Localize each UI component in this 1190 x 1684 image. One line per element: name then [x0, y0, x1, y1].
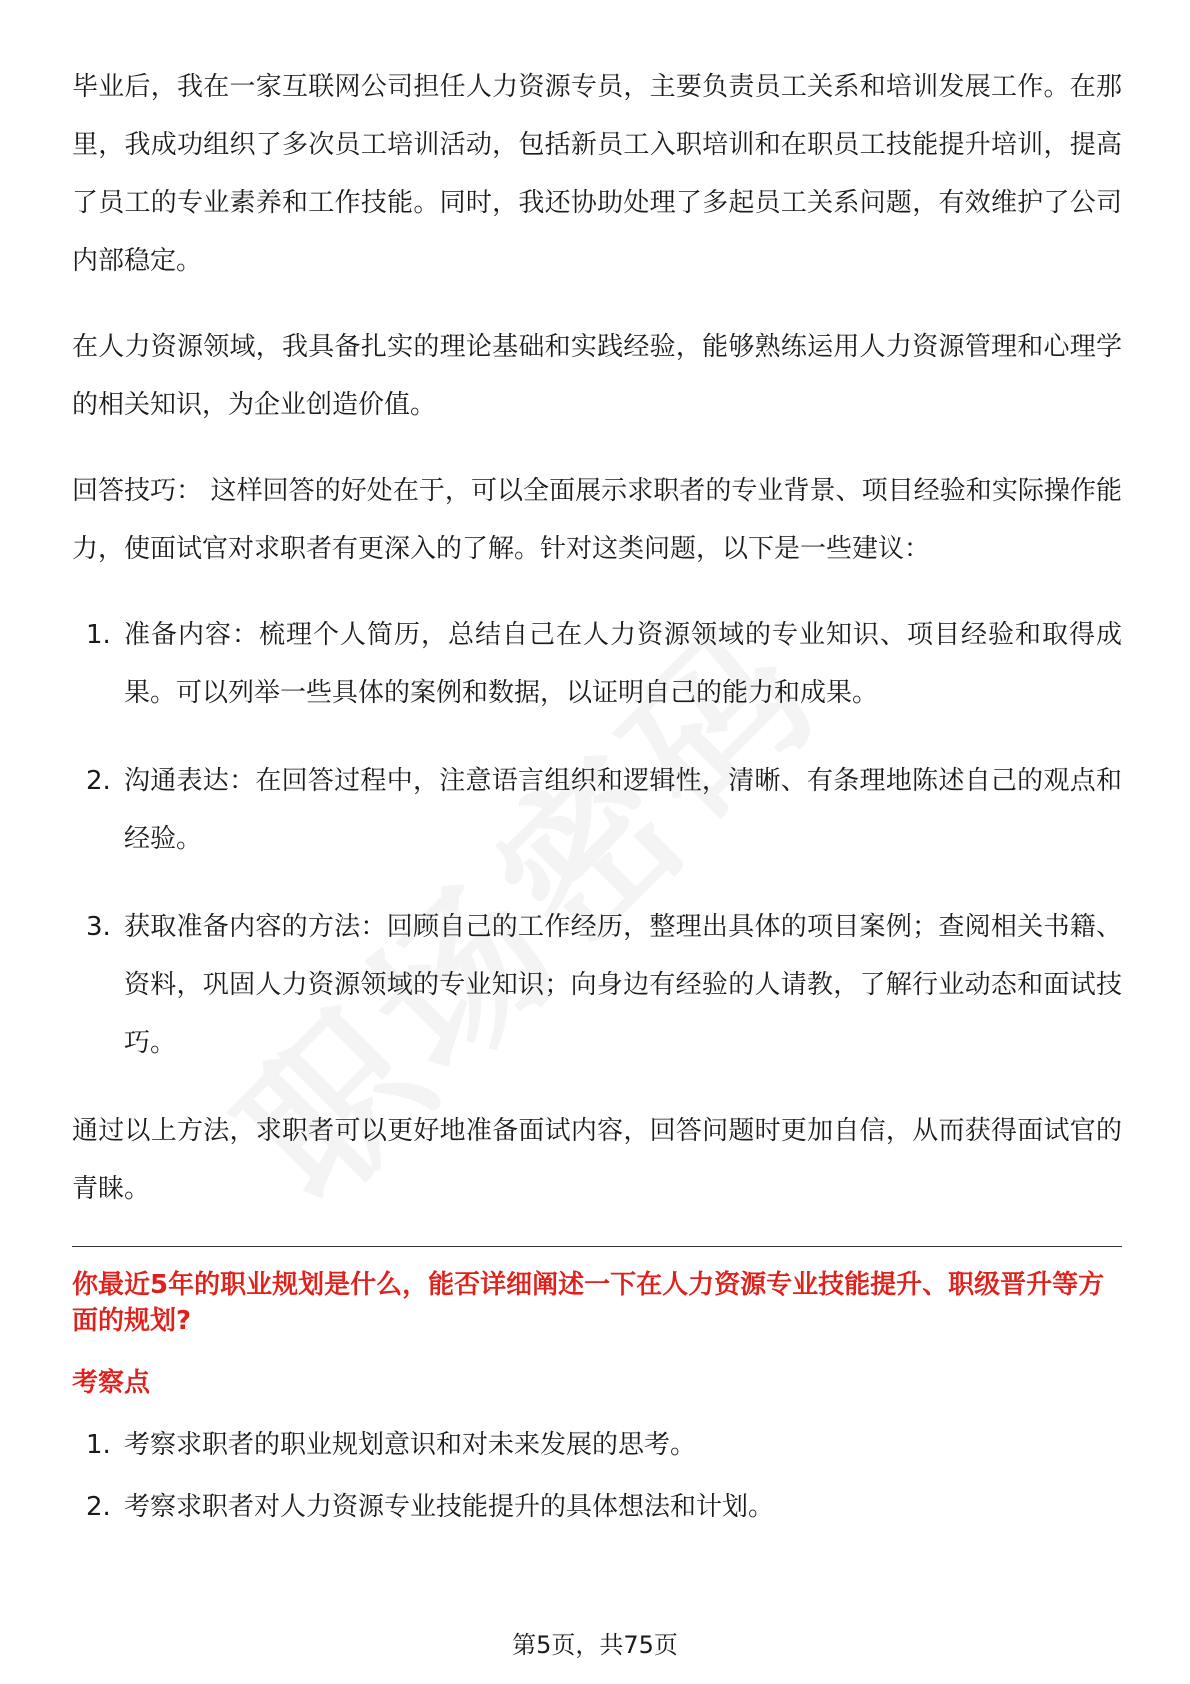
- paragraph-work-experience: 毕业后，我在一家互联网公司担任人力资源专员，主要负责员工关系和培训发展工作。在那里，我成功组织了多次员工培训活动，包括新员工入职培训和在职员工技能提升培训，提高了员工的专业素养和工作技能。同时，我还协助处理了多起员工关系问题，有效维护了公司内部稳定。: [72, 72, 1122, 276]
- page-footer: 第5页，共75页: [512, 1631, 678, 1659]
- list-text: 获取准备内容的方法：回顾自己的工作经历，整理出具体的项目案例；查阅相关书籍、资料，巩固人力资源领域的专业知识；向身边有经验的人请教，了解行业动态和面试技巧。: [124, 912, 1122, 1058]
- list-text: 准备内容：梳理个人简历，总结自己在人力资源领域的专业知识、项目经验和取得成果。可以列举一些具体的案例和数据，以证明自己的能力和成果。: [124, 620, 1122, 708]
- paragraph-conclusion: 通过以上方法，求职者可以更好地准备面试内容，回答问题时更加自信，从而获得面试官的青睐。: [72, 1116, 1122, 1204]
- list-text: 沟通表达：在回答过程中，注意语言组织和逻辑性，清晰、有条理地陈述自己的观点和经验。: [124, 766, 1122, 854]
- paragraph-hr-expertise: 在人力资源领域，我具备扎实的理论基础和实践经验，能够熟练运用人力资源管理和心理学的相关知识，为企业创造价值。: [72, 332, 1122, 420]
- list-item: [72, 1425, 1122, 1465]
- list-text: 考察求职者对人力资源专业技能提升的具体想法和计划。: [124, 1492, 775, 1522]
- paragraph-answer-tips: 回答技巧： 这样回答的好处在于，可以全面展示求职者的专业背景、项目经验和实际操作能力，使面试官对求职者有更深入的了解。针对这类问题，以下是一些建议：: [72, 476, 1122, 564]
- points-list: [72, 1425, 1122, 1527]
- list-number: 3.: [86, 912, 111, 942]
- list-number: 1.: [86, 1430, 111, 1460]
- document-page: [72, 58, 1122, 1549]
- list-number: 1.: [86, 620, 111, 650]
- list-item: [72, 1487, 1122, 1527]
- list-text: 考察求职者的职业规划意识和对未来发展的思考。: [124, 1430, 697, 1460]
- section-title-kaochadian: 考察点: [72, 1368, 151, 1398]
- list-number: 2.: [86, 766, 111, 796]
- question-heading: 你最近5年的职业规划是什么，能否详细阐述一下在人力资源专业技能提升、职级晋升等方面的规划?: [72, 1270, 1105, 1336]
- list-item: [72, 752, 1122, 868]
- list-item: [72, 898, 1122, 1072]
- tips-list: [72, 606, 1122, 1072]
- section-divider: [72, 1246, 1122, 1247]
- list-number: 2.: [86, 1492, 111, 1522]
- list-item: [72, 606, 1122, 722]
